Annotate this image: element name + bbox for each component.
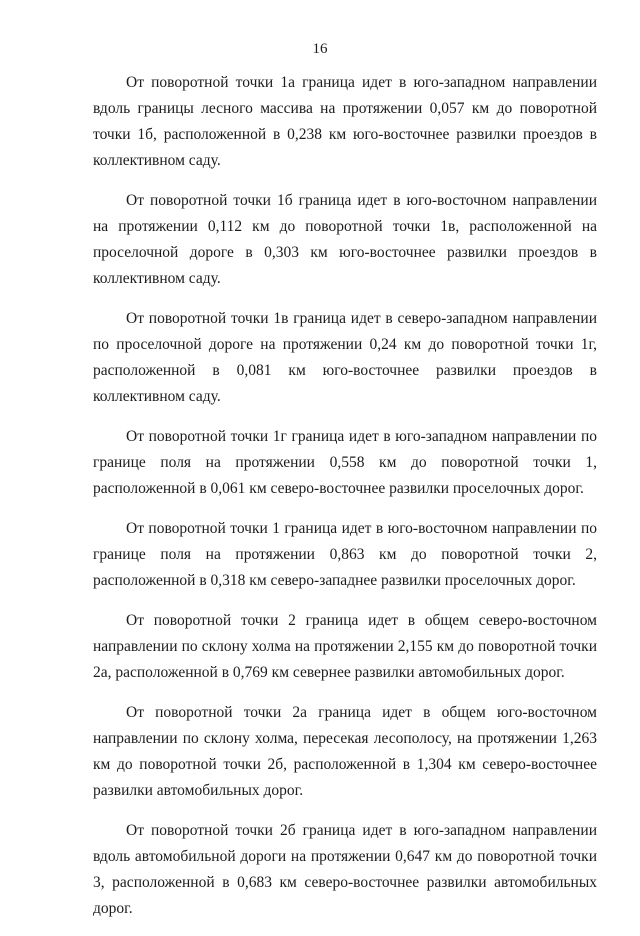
paragraph-5: От поворотной точки 1 граница идет в юго-восточном направлении по границе поля на протяжении 0,863 км до поворотной точки 2, расположенной в 0,318 км северо-западнее развилки проселочных дорог. [93, 520, 597, 589]
paragraph-7: От поворотной точки 2а граница идет в общем юго-восточном направлении по склону холма, пересекая лесополосу, на протяжении 1,263 км до поворотной точки 2б, расположенной в 1,304 км северо-восточнее развилки автомобильных дорог. [93, 704, 597, 799]
paragraph-2: От поворотной точки 1б граница идет в юго-восточном направлении на протяжении 0,112 км до поворотной точки 1в, расположенной на проселочной дороге в 0,303 км юго-восточнее развилки проездов в коллективном саду. [93, 192, 597, 287]
paragraph-4: От поворотной точки 1г граница идет в юго-западном направлении по границе поля на протяжении 0,558 км до поворотной точки 1, расположенной в 0,061 км северо-восточнее развилки проселочных дорог. [93, 428, 597, 497]
document-body [93, 70, 597, 936]
paragraph-8: От поворотной точки 2б граница идет в юго-западном направлении вдоль автомобильной дороги на протяжении 0,647 км до поворотной точки 3, расположенной в 0,683 км северо-восточнее развилки автомобильных дорог. [93, 822, 597, 917]
paragraph-3: От поворотной точки 1в граница идет в северо-западном направлении по проселочной дороге на протяжении 0,24 км до поворотной точки 1г, расположенной в 0,081 км юго-восточнее развилки проездов в коллективном саду. [93, 310, 597, 405]
page-number: 16 [312, 41, 328, 57]
paragraph-6: От поворотной точки 2 граница идет в общем северо-восточном направлении по склону холма на протяжении 2,155 км до поворотной точки 2а, расположенной в 0,769 км севернее развилки автомобильных дорог. [93, 612, 597, 681]
paragraph-1: От поворотной точки 1а граница идет в юго-западном направлении вдоль границы лесного массива на протяжении 0,057 км до поворотной точки 1б, расположенной в 0,238 км юго-восточнее развилки проездов в коллективном саду. [93, 74, 597, 169]
